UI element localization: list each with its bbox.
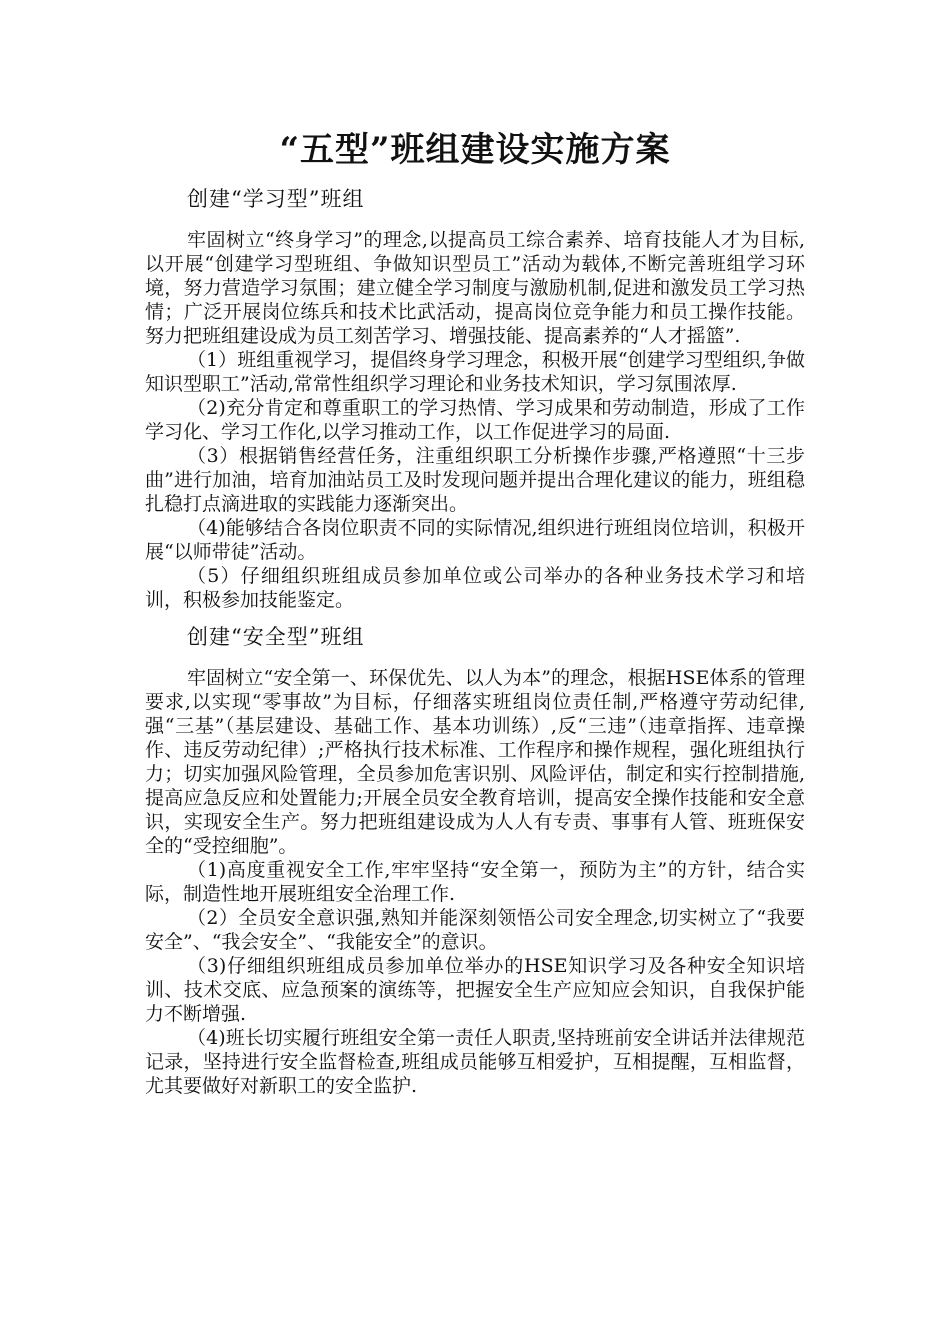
- paragraph: （5）仔细组织班组成员参加单位或公司举办的各种业务技术学习和培训，积极参加技能鉴定。: [145, 565, 805, 611]
- section-heading-learning: 创建“学习型”班组: [187, 187, 365, 211]
- paragraph: 牢固树立“终身学习”的理念,以提高员工综合素养、培育技能人才为目标,以开展“创建学习型班组、争做知识型员工”活动为载体,不断完善班组学习环境，努力营造学习氛围；建立健全学习制度与激励机制,促进和激发员工学习热情；广泛开展岗位练兵和技术比武活动，提高岗位竞争能力和员工操作技能。努力把班组建设成为员工刻苦学习、增强技能、提高素养的“人才摇篮”.: [145, 229, 805, 347]
- section-heading-safety: 创建“安全型”班组: [187, 625, 365, 649]
- paragraph: （3)仔细组织班组成员参加单位举办的HSE知识学习及各种安全知识培训、技术交底、应急预案的演练等，把握安全生产应知应会知识，自我保护能力不断增强.: [145, 955, 805, 1025]
- paragraph: （2)充分肯定和尊重职工的学习热情、学习成果和劳动制造，形成了工作学习化、学习工作化,以学习推动工作，以工作促进学习的局面.: [145, 397, 805, 443]
- paragraph: （1)高度重视安全工作,牢牢坚持“安全第一，预防为主”的方针，结合实际，制造性地开展班组安全治理工作.: [145, 859, 805, 905]
- document-title: “五型”班组建设实施方案: [279, 130, 671, 170]
- paragraph: （1）班组重视学习，提倡终身学习理念，积极开展“创建学习型组织,争做知识型职工”活动,常常性组织学习理论和业务技术知识，学习氛围浓厚.: [145, 349, 805, 395]
- document-body: [145, 184, 805, 1098]
- paragraph: （3）根据销售经营任务，注重组织职工分析操作步骤,严格遵照“十三步曲”进行加油，培育加油站员工及时发现问题并提出合理化建议的能力，班组稳扎稳打点滴进取的实践能力逐渐突出。: [145, 445, 805, 515]
- paragraph: （4)班长切实履行班组安全第一责任人职责,坚持班前安全讲话并法律规范记录，坚持进行安全监督检查,班组成员能够互相爱护，互相提醒，互相监督，尤其要做好对新职工的安全监护.: [145, 1027, 805, 1097]
- paragraph: （2）全员安全意识强,熟知并能深刻领悟公司安全理念,切实树立了“我要安全”、“我会安全”、“我能安全”的意识。: [145, 907, 805, 953]
- paragraph: （4)能够结合各岗位职责不同的实际情况,组织进行班组岗位培训，积极开展“以师带徒”活动。: [145, 517, 805, 563]
- paragraph: 牢固树立“安全第一、环保优先、以人为本”的理念，根据HSE体系的管理要求,以实现“零事故”为目标，仔细落实班组岗位责任制,严格遵守劳动纪律,强“三基”（基层建设、基础工作、基本功训练）,反“三违”（违章指挥、违章操作、违反劳动纪律）;严格执行技术标准、工作程序和操作规程，强化班组执行力；切实加强风险管理，全员参加危害识别、风险评估，制定和实行控制措施,提高应急反应和处置能力;开展全员安全教育培训，提高安全操作技能和安全意识，实现安全生产。努力把班组建设成为人人有专责、事事有人管、班班保安全的“受控细胞”。: [145, 667, 805, 857]
